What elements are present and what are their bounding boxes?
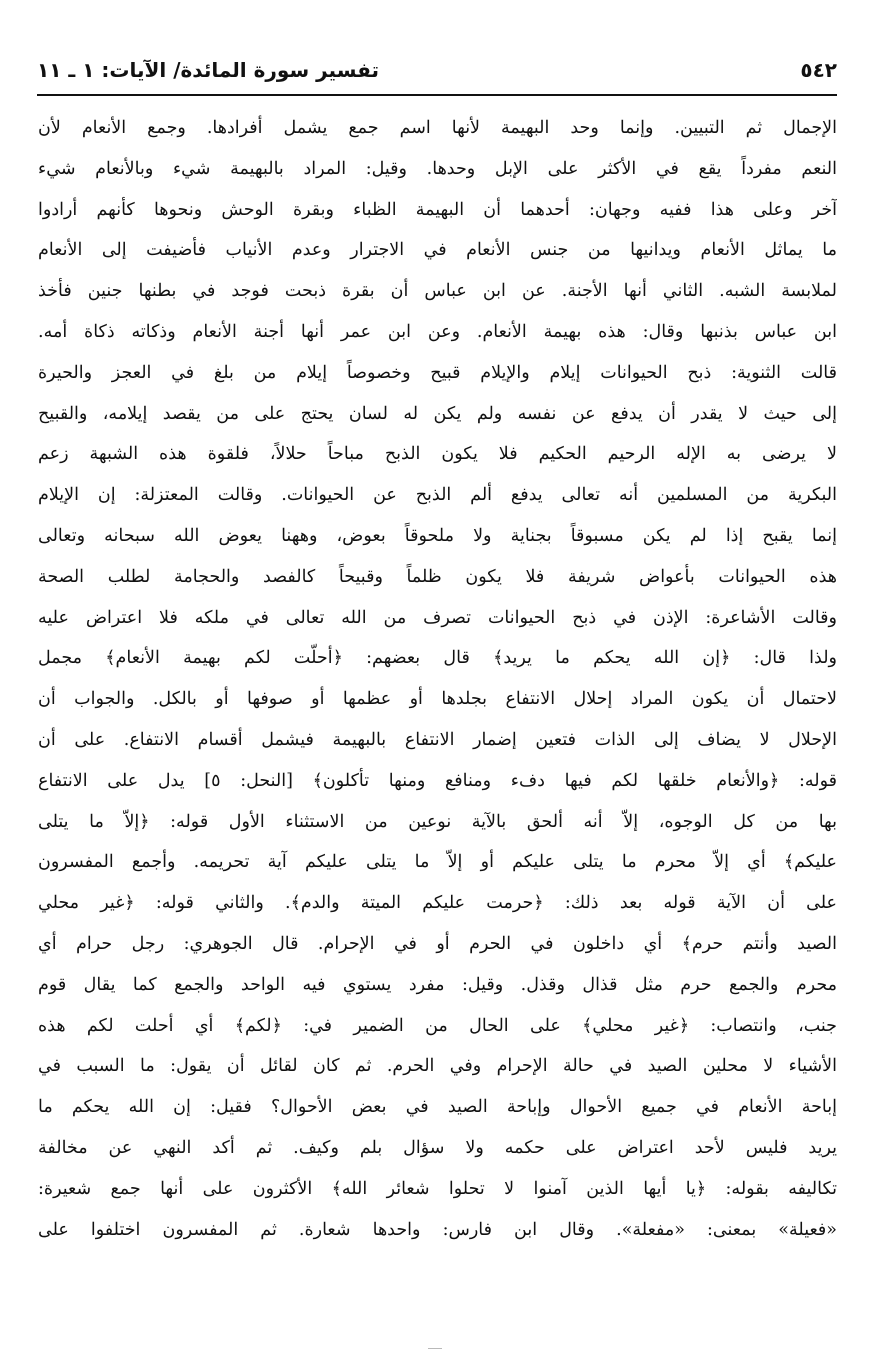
text-line: عليكم﴾ أي إلاّ محرم ما يتلى عليكم أو إلاّ ما يتلى عليكم آية تحريمه. وأجمع المفسرون <box>38 852 837 873</box>
text-line: محرم والجمع حرم مثل قذال وقذل. وقيل: مفرد يستوي فيه الواحد والجمع كما يقال قوم <box>38 974 837 995</box>
text-line: لا يرضى به الإله الرحيم الحكيم فلا يكون الذبح مباحاً حلالاً، فلقوة هذه الشبهة زعم <box>38 444 837 465</box>
text-line: «فعيلة» بمعنى: «مفعلة». وقال ابن فارس: واحدها شعارة. ثم المفسرون اختلفوا على <box>38 1219 837 1240</box>
text-line: وقالت الأشاعرة: الإذن في ذبح الحيوانات تصرف من الله تعالى في ملكه فلا اعتراض عليه <box>38 607 837 628</box>
running-title: تفسير سورة المائدة/ الآيات: ١ ـ ١١ <box>37 58 379 82</box>
text-line: النعم مفرداً يقع في الأكثر على الإبل وحدها. وقيل: المراد بالبهيمة شيء وبالأنعام شيء <box>38 158 837 179</box>
text-line: إنما يقبح إذا لم يكن مسبوقاً بجناية ولا ملحوقاً بعوض، وههنا يعوض الله سبحانه وتعالى <box>38 525 837 546</box>
text-line: ابن عباس بذنبها وقال: هذه بهيمة الأنعام. وعن ابن عمر أنها أجنة الأنعام وذكاته ذكاة أمه. <box>38 321 837 342</box>
text-line: آخر وعلى هذا ففيه وجهان: أحدهما أن البهيمة الظباء وبقرة الوحش ونحوها كأنهم أرادوا <box>38 199 837 220</box>
header-divider <box>37 94 837 96</box>
page-header <box>37 52 837 88</box>
text-line: الصيد وأنتم حرم﴾ أي داخلون في الحرم أو في الإحرام. قال الجوهري: رجل حرام أي <box>38 933 837 954</box>
text-line: إباحة الأنعام في جميع الأحوال وإباحة الصيد في بعض الأحوال؟ فقيل: إن الله يحكم ما <box>38 1097 837 1118</box>
text-line: ولذا قال: ﴿إن الله يحكم ما يريد﴾ قال بعضهم: ﴿أحلّت لكم بهيمة الأنعام﴾ مجمل <box>38 648 837 669</box>
text-line: الإجمال ثم التبيين. وإنما وحد البهيمة لأنها اسم جمع يشمل أفرادها. وجمع الأنعام لأن <box>38 118 837 138</box>
text-line: البكرية من المسلمين أنه تعالى يدفع ألم الذبح عن الحيوانات. وقالت المعتزلة: إن الإيلام <box>38 485 837 506</box>
text-line: على أن الآية قوله بعد ذلك: ﴿حرمت عليكم الميتة والدم﴾. والثاني قوله: ﴿غير محلي <box>38 893 837 914</box>
text-line: لملابسة الشبه. الثاني أنها الأجنة. عن ابن عباس أن بقرة ذبحت فوجد في بطنها جنين فأخذ <box>38 281 837 302</box>
text-line: هذه الحيوانات بأعواض شريفة فلا يكون ظلماً وقبيحاً كالفصد والحجامة لطلب الصحة <box>38 566 837 587</box>
text-line: الأشياء لا محلين الصيد في حالة الإحرام وفي الحرم. ثم كان لقائل أن يقول: ما السبب في <box>38 1056 837 1077</box>
text-line: قوله: ﴿والأنعام خلقها لكم فيها دفء ومنافع ومنها تأكلون﴾ [النحل: ٥] يدل على الانتفاع <box>38 770 837 791</box>
text-line: تكاليفه بقوله: ﴿يا أيها الذين آمنوا لا تحلوا شعائر الله﴾ الأكثرون على أنها جمع شعيرة: <box>38 1178 837 1199</box>
page-number: ٥٤٢ <box>800 58 837 82</box>
text-line: ما يماثل الأنعام ويدانيها من جنس الأنعام في الاجترار وعدم الأنياب فأضيفت إلى الأنعام <box>38 240 837 261</box>
body-text <box>38 108 837 1250</box>
text-line: بها من كل الوجوه، إلاّ أنه ألحق بالآية نوعين من الاستثناء الأول قوله: ﴿إلاّ ما يتلى <box>38 811 837 832</box>
text-line: يريد فليس لأحد اعتراض على حكمه ولا سؤال بلم وكيف. ثم أكد النهي عن مخالفة <box>38 1137 837 1158</box>
text-line: جنب، وانتصاب: ﴿غير محلي﴾ على الحال من الضمير في: ﴿لكم﴾ أي أحلت لكم هذه <box>38 1015 837 1036</box>
text-line: لاحتمال أن يكون المراد إحلال الانتفاع بجلدها أو عظمها أو صوفها أو بالكل. والجواب أن <box>38 689 837 710</box>
text-line: قالت الثنوية: ذبح الحيوانات إيلام والإيلام قبيح وخصوصاً إيلام من بلغ في العجز والحيرة <box>38 362 837 383</box>
text-line: إلى حيث لا يقدر أن يدفع عن نفسه ولم يكن له لسان يحتج على من يقصد إيلامه، والقبيح <box>38 403 837 424</box>
scan-mark <box>428 1348 442 1349</box>
text-line: الإحلال لا يضاف إلى الذات فتعين إضمار الانتفاع بالبهيمة فيشمل أقسام الانتفاع. على أن <box>38 729 837 750</box>
